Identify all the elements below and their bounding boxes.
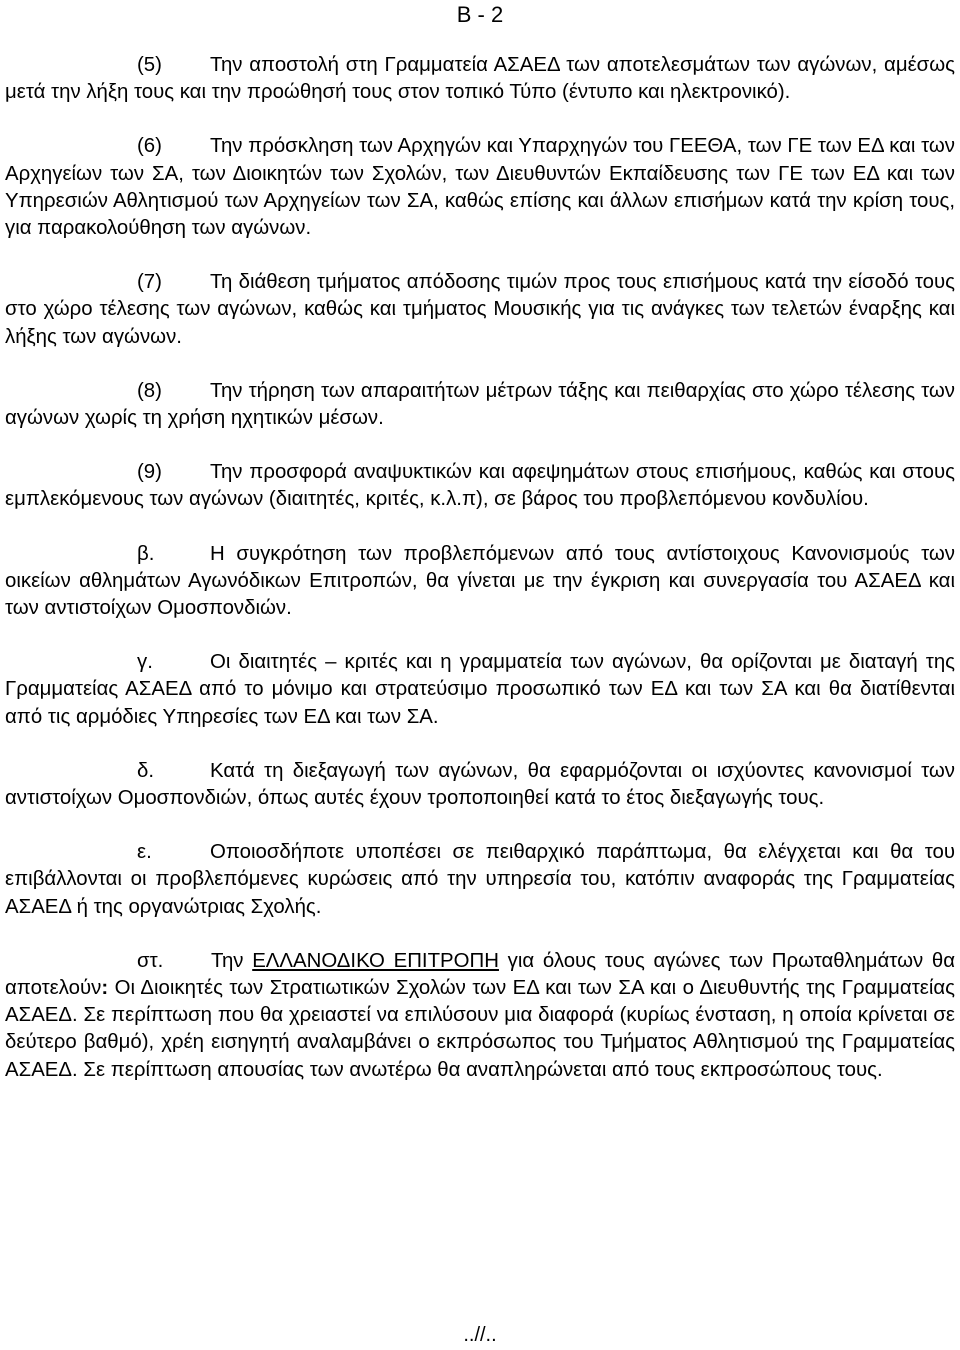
item-colon: : [101,977,109,1000]
item-label: δ. [137,759,155,782]
item-label: (8) [137,379,162,402]
item-label: (7) [137,271,162,294]
item-text: Κατά τη διεξαγωγή των αγώνων, θα εφαρμόζονται οι ισχύοντες κανονισμοί των αντιστοίχων Ομοσπονδιών, όπως αυτές έχουν τροποποιηθεί κατά το έτος διεξαγωγής τους. [5,759,955,810]
item-label: (9) [137,461,162,484]
item-label: ε. [137,841,152,864]
paragraph-item-6 [5,133,955,242]
item-text: Η συγκρότηση των προβλεπόμενων από τους αντίστοιχους Κανονισμούς των οικείων αθλημάτων Αγωνόδικων Επιτροπών, θα γίνεται με την έγκριση και συνεργασία του ΑΣΑΕΔ και των αντιστοίχων Ομοσπονδιών. [5,542,955,620]
item-label: β. [137,542,155,565]
item-text-middle: για όλους τους αγώνες των Πρωταθλημάτων θα αποτελούν [5,949,955,1000]
item-label: στ. [137,949,164,972]
item-label: (6) [137,135,162,158]
item-text: Την τήρηση των απαραιτήτων μέτρων τάξης και πειθαρχίας στο χώρο τέλεσης των αγώνων χωρίς τη χρήση ηχητικών μέσων. [5,379,955,430]
item-text: Οποιοσδήποτε υποπέσει σε πειθαρχικό παράπτωμα, θα ελέγχεται και θα του επιβάλλονται οι προβλεπόμενες κυρώσεις από την υπηρεσία του, κατόπιν αναφοράς της Γραμματείας ΑΣΑΕΔ ή της οργανώτριας Σχολής. [5,841,955,918]
document-body [5,52,955,1111]
page-number: Β - 2 [456,2,504,27]
paragraph-item-g [5,649,955,731]
paragraph-item-b [5,541,955,623]
item-label: γ. [137,651,153,674]
paragraph-item-d [5,758,955,812]
paragraph-item-5 [5,52,955,106]
item-text: Την αποστολή στη Γραμματεία ΑΣΑΕΔ των αποτελεσμάτων των αγώνων, αμέσως μετά την λήξη τους και την προώθησή τους στον τοπικό Τύπο (έντυπο και ηλεκτρονικό). [5,54,955,104]
paragraph-item-e [5,839,955,921]
item-label: (5) [137,54,162,76]
continuation-mark: ..//.. [463,1324,497,1346]
item-text: Την πρόσκληση των Αρχηγών και Υπαρχηγών του ΓΕΕΘΑ, των ΓΕ των ΕΔ και των Αρχηγείων των ΣΑ, των Διοικητών των Σχολών, των Διευθυντών Εκπαίδευσης των ΓΕ των ΕΔ και των Υπηρεσιών Αθλητισμού των Αρχηγείων των ΣΑ, καθώς επίσης και άλλων επισήμων κατά την κρίση τους, για παρακολούθηση των αγώνων. [5,135,956,240]
item-text: Την προσφορά αναψυκτικών και αφεψημάτων στους επισήμους, καθώς και στους εμπλεκόμενους των αγώνων (διαιτητές, κριτές, κ.λ.π), σε βάρος του προβλεπόμενου κονδυλίου. [5,461,955,511]
paragraph-item-st [5,948,955,1084]
paragraph-item-8 [5,378,955,432]
item-text-rest: Οι Διοικητές των Στρατιωτικών Σχολών των ΕΔ και των ΣΑ και ο Διευθυντής της Γραμματείας ΑΣΑΕΔ. Σε περίπτωση που θα χρειαστεί να επιλύσουν μια διαφορά (κυρίως ένσταση, η οποία κρίνεται σε δεύτερο βαθμό), χρέη εισηγητή αναλαμβάνει ο εκπρόσωπος του Τμήματος Αθλητισμού της Γραμματείας ΑΣΑΕΔ. Σε περίπτωση απουσίας των ανωτέρω θα αναπληρώνεται από τους εκπροσώπους τους. [5,977,955,1081]
item-text: Τη διάθεση τμήματος απόδοσης τιμών προς τους επισήμους κατά την είσοδό τους στο χώρο τέλεσης των αγώνων, καθώς και τμήματος Μουσικής για τις ανάγκες των τελετών έναρξης και λήξης των αγώνων. [5,271,955,348]
committee-name: ΕΛΛΑΝΟΔΙΚΟ ΕΠΙΤΡΟΠΗ [252,949,499,972]
item-text: Οι διαιτητές – κριτές και η γραμματεία των αγώνων, θα ορίζονται με διαταγή της Γραμματείας ΑΣΑΕΔ από το μόνιμο και στρατεύσιμο προσωπικό των ΕΔ και των ΣΑ και θα διατίθενται από τις αρμόδιες Υπηρεσίες των ΕΔ και των ΣΑ. [5,651,955,728]
item-text-intro: Την [211,949,244,972]
paragraph-item-9 [5,459,955,513]
paragraph-item-7 [5,269,955,351]
